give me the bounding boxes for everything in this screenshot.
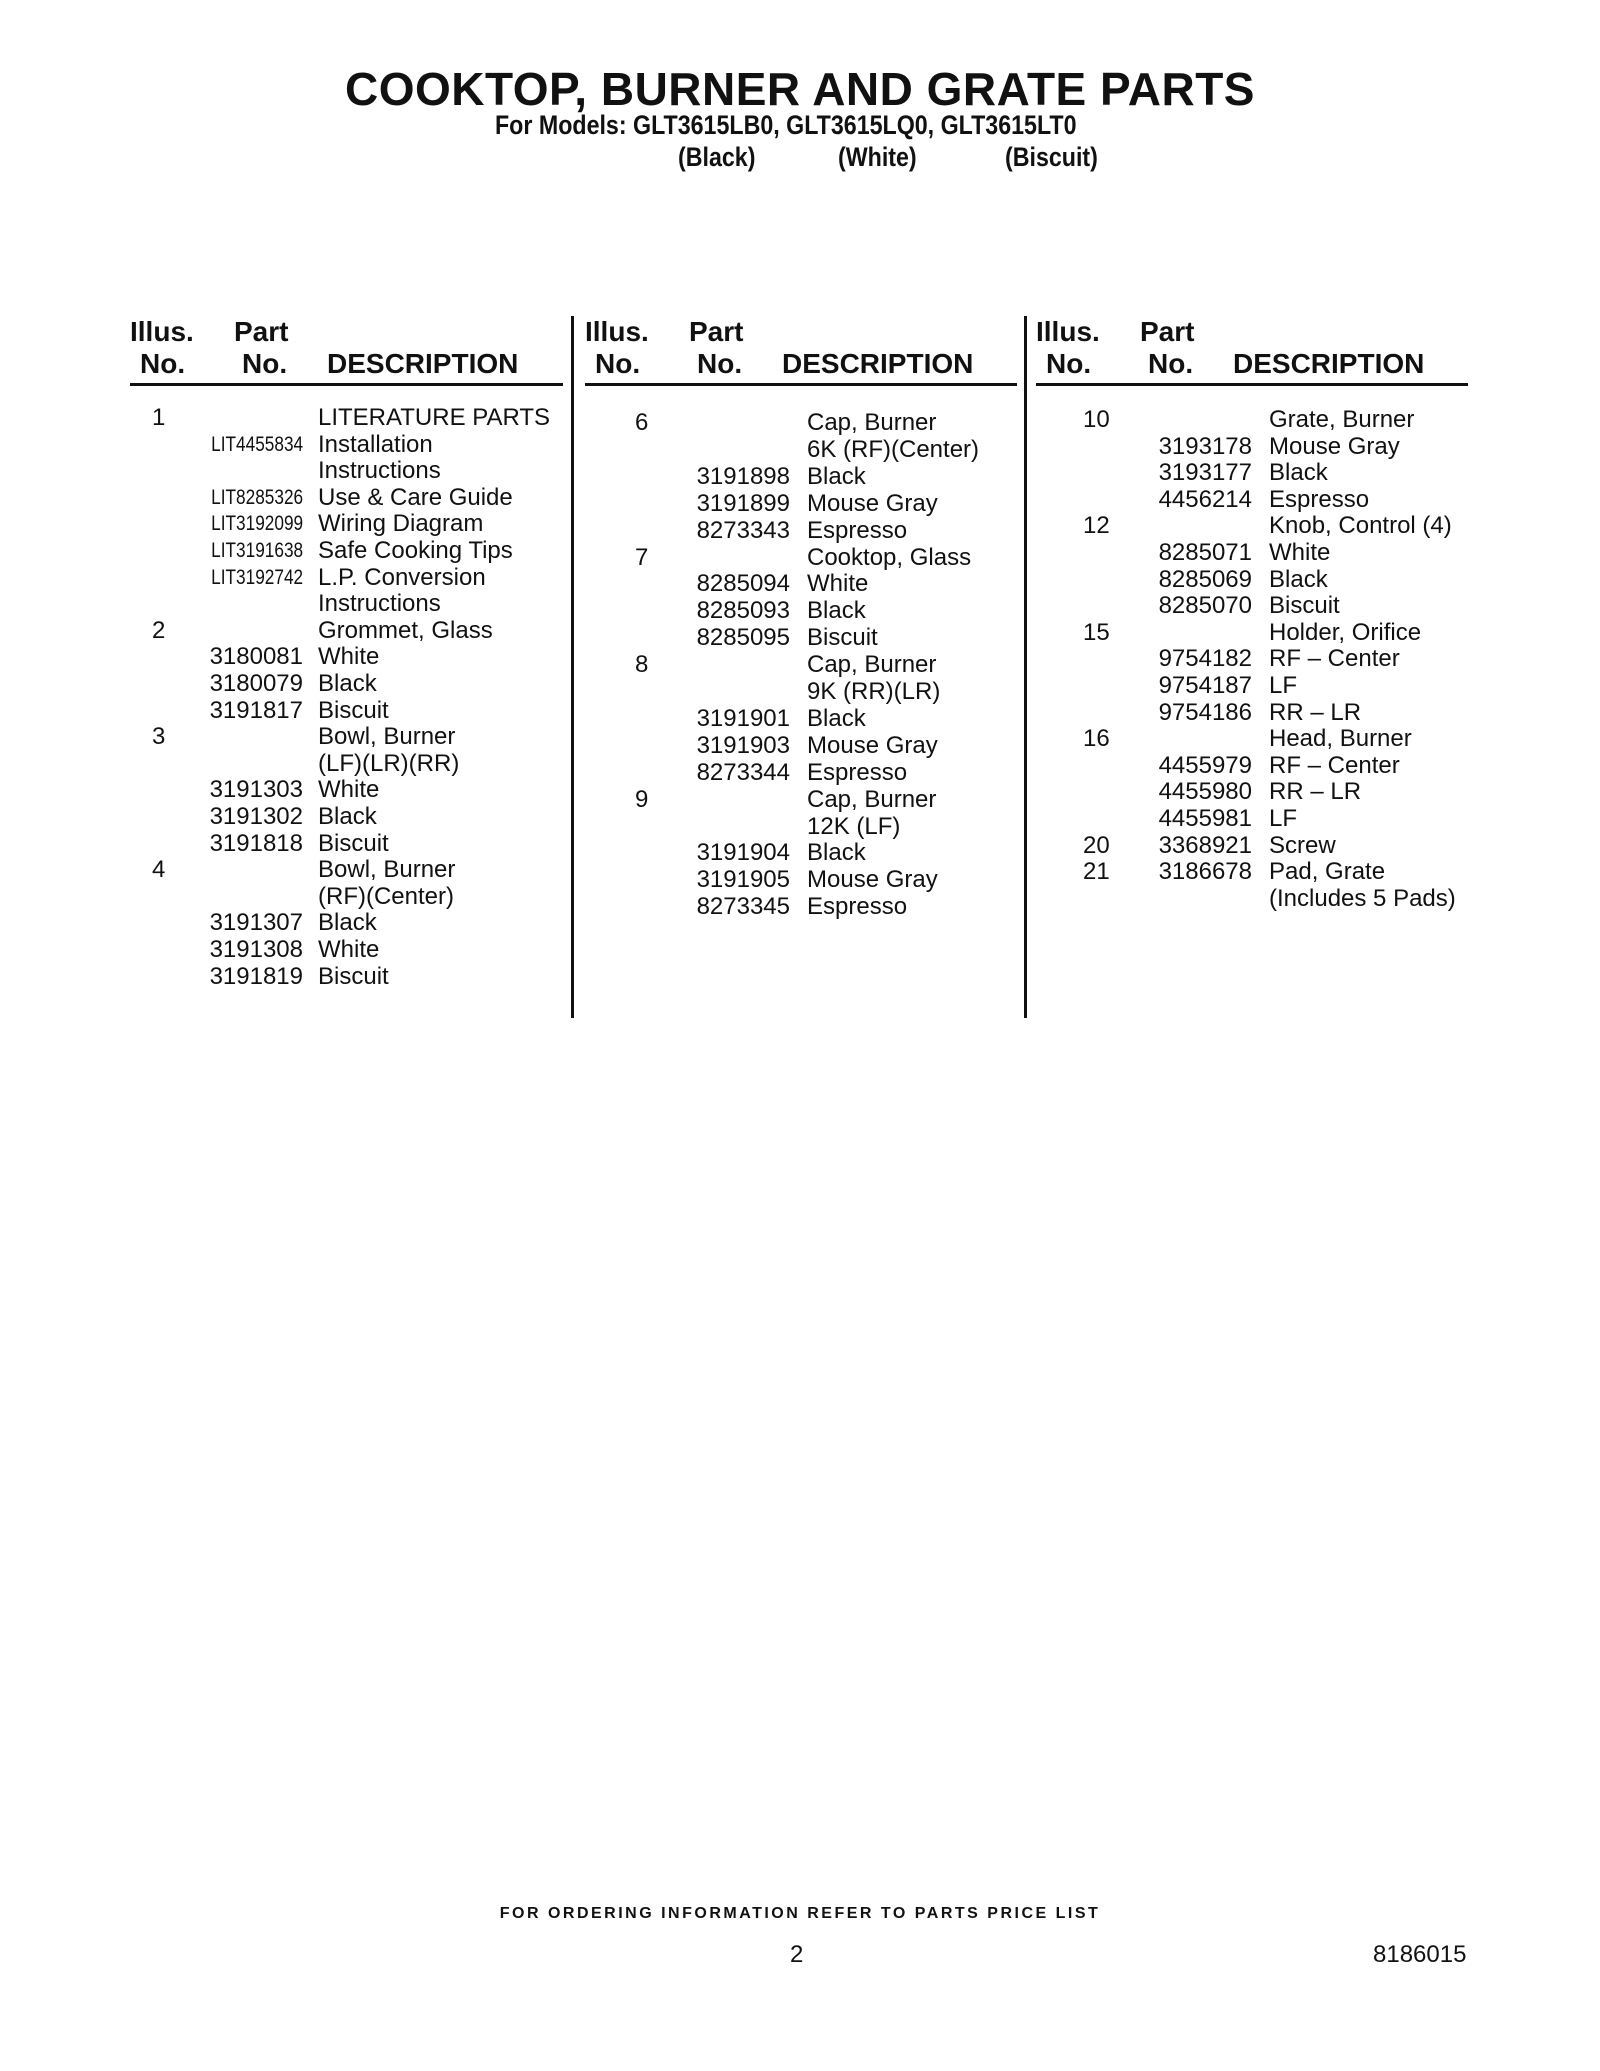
part-description: LF	[1269, 672, 1298, 699]
part-number: 3191819	[209, 962, 303, 990]
part-number: 3191903	[696, 731, 790, 759]
table-row	[585, 518, 1017, 544]
part-description: Black	[807, 704, 866, 732]
part-description: Biscuit	[807, 624, 878, 652]
part-description: Pad, Grate	[1269, 858, 1386, 886]
table-row	[585, 706, 1017, 732]
part-number: 3180081	[209, 643, 303, 671]
part-number: 3191307	[209, 909, 303, 937]
header-illus-label: Illus.	[130, 316, 194, 347]
table-row	[1036, 779, 1468, 805]
models-line: For Models: GLT3615LB0, GLT3615LQ0, GLT3615LT0	[495, 110, 1077, 140]
part-number: 3191901	[696, 704, 790, 732]
part-description: Black	[318, 909, 377, 937]
part-description: Espresso	[807, 893, 908, 921]
part-number: 3368921	[1158, 831, 1252, 859]
part-description: Cap, Burner	[807, 651, 937, 679]
part-description: Espresso	[1269, 485, 1370, 513]
page-number: 2	[790, 1941, 804, 1968]
table-row	[1036, 593, 1468, 619]
table-row	[1036, 753, 1468, 779]
part-number: 8285071	[1158, 539, 1252, 566]
part-description: (Includes 5 Pads)	[1269, 884, 1456, 912]
table-row	[130, 777, 563, 803]
table-row	[1036, 567, 1468, 593]
part-number: 9754182	[1158, 645, 1252, 673]
part-number: 8285095	[696, 624, 790, 652]
illus-number: 15	[1083, 618, 1110, 646]
table-row	[130, 724, 563, 750]
table-row	[130, 751, 563, 777]
table-row	[130, 857, 563, 883]
illus-number: 1	[152, 404, 166, 431]
table-row	[585, 464, 1017, 490]
part-description: Use & Care Guide	[318, 483, 513, 511]
table-row	[130, 910, 563, 936]
table-row	[130, 804, 563, 830]
part-description: White	[1269, 539, 1331, 566]
illus-number: 21	[1083, 858, 1110, 886]
table-row	[585, 867, 1017, 893]
illus-number: 8	[635, 651, 649, 679]
part-description: Head, Burner	[1269, 725, 1412, 753]
part-description: (RF)(Center)	[318, 882, 454, 910]
part-description: Mouse Gray	[807, 731, 938, 759]
illus-number: 2	[152, 616, 166, 644]
part-description: 6K (RF)(Center)	[807, 435, 980, 463]
part-description: RR – LR	[1269, 778, 1362, 806]
part-number: 9754186	[1158, 698, 1252, 726]
column-divider	[571, 316, 574, 1018]
part-description: White	[318, 936, 380, 963]
part-description: Grommet, Glass	[318, 616, 493, 644]
table-row	[585, 571, 1017, 597]
part-number: LIT3191638	[211, 539, 303, 562]
header-illus-label: Illus.	[585, 316, 649, 347]
header-part-no: No.	[242, 348, 288, 379]
header-part-label: Part	[1140, 316, 1195, 347]
table-row	[130, 698, 563, 724]
part-description: Bowl, Burner	[318, 856, 456, 884]
table-row	[130, 618, 563, 644]
part-number: 8285070	[1158, 592, 1252, 620]
part-description: Biscuit	[1269, 592, 1340, 620]
part-number: LIT3192099	[211, 512, 303, 536]
part-description: (LF)(LR)(RR)	[318, 749, 460, 777]
part-number: 3191817	[209, 696, 303, 724]
part-description: Knob, Control (4)	[1269, 512, 1452, 540]
table-row	[130, 511, 563, 537]
table-row	[130, 591, 563, 617]
part-description: RR – LR	[1269, 698, 1362, 726]
illus-number: 9	[635, 785, 649, 813]
table-row	[130, 644, 563, 670]
table-row	[585, 840, 1017, 866]
part-description: Black	[318, 670, 377, 697]
header-description: DESCRIPTION	[782, 348, 974, 379]
part-description: Biscuit	[318, 696, 389, 724]
part-description: Holder, Orifice	[1269, 618, 1422, 646]
part-number: LIT3192742	[211, 565, 303, 589]
part-number: LIT4455834	[211, 432, 303, 456]
part-description: Espresso	[807, 516, 908, 544]
table-row	[585, 894, 1017, 920]
table-row	[130, 538, 563, 564]
column-header	[130, 316, 563, 388]
illus-number: 4	[152, 856, 166, 884]
column-header	[585, 316, 1017, 388]
illus-number: 16	[1083, 725, 1110, 753]
model-color-black: (Black)	[678, 142, 756, 172]
column-header	[1036, 316, 1468, 388]
part-number: 8285094	[696, 570, 790, 598]
table-row	[585, 491, 1017, 517]
part-description: Mouse Gray	[807, 866, 938, 894]
illus-number: 20	[1083, 831, 1110, 859]
part-description: Mouse Gray	[807, 489, 938, 517]
illus-number: 7	[635, 543, 649, 571]
part-description: Wiring Diagram	[318, 510, 484, 538]
table-row	[1036, 487, 1468, 513]
part-description: Black	[1269, 565, 1328, 593]
header-part-label: Part	[689, 316, 744, 347]
illus-number: 6	[635, 409, 649, 436]
part-number: 4456214	[1158, 485, 1252, 513]
part-number: 3191302	[209, 803, 303, 830]
part-number: 4455980	[1158, 778, 1252, 806]
header-rule	[585, 383, 1017, 386]
table-row	[130, 432, 563, 458]
table-row	[1036, 646, 1468, 672]
part-description: Black	[807, 597, 866, 625]
part-description: Grate, Burner	[1269, 406, 1415, 433]
part-number: 3180079	[209, 670, 303, 697]
model-color-white: (White)	[838, 142, 917, 172]
table-row	[130, 831, 563, 857]
illus-number: 10	[1083, 406, 1110, 433]
table-row	[130, 937, 563, 963]
part-description: LF	[1269, 805, 1298, 832]
part-description: Installation	[318, 430, 433, 458]
table-row	[585, 410, 1017, 436]
table-row	[130, 405, 563, 431]
column-divider	[1024, 316, 1027, 1018]
part-description: Black	[1269, 459, 1328, 487]
part-description: Black	[318, 803, 377, 830]
part-number: 8285093	[696, 597, 790, 625]
part-description: Safe Cooking Tips	[318, 537, 513, 564]
table-row	[130, 485, 563, 511]
part-number: LIT8285326	[211, 485, 303, 509]
part-description: Cap, Burner	[807, 785, 937, 813]
document-number: 8186015	[1373, 1941, 1467, 1968]
part-number: 9754187	[1158, 672, 1252, 699]
header-part-label: Part	[234, 316, 289, 347]
part-number: 8285069	[1158, 565, 1252, 593]
table-row	[585, 760, 1017, 786]
part-description: L.P. Conversion	[318, 563, 486, 591]
table-row	[130, 458, 563, 484]
table-row	[1036, 700, 1468, 726]
part-description: Biscuit	[318, 962, 389, 990]
part-number: 3191899	[696, 489, 790, 517]
header-illus-no: No.	[140, 348, 186, 379]
part-description: Screw	[1269, 831, 1336, 859]
part-description: Black	[807, 839, 866, 867]
table-row	[585, 437, 1017, 463]
table-row	[585, 545, 1017, 571]
table-row	[585, 679, 1017, 705]
part-description: RF – Center	[1269, 751, 1400, 779]
table-row	[585, 814, 1017, 840]
table-row	[585, 598, 1017, 624]
table-row	[1036, 726, 1468, 752]
illus-number: 3	[152, 723, 166, 751]
header-part-no: No.	[697, 348, 743, 379]
part-description: Instructions	[318, 457, 441, 485]
table-row	[1036, 460, 1468, 486]
part-description: 12K (LF)	[807, 812, 901, 840]
table-row	[1036, 886, 1468, 912]
part-number: 4455979	[1158, 751, 1252, 779]
part-description: LITERATURE PARTS	[318, 404, 551, 431]
page-title: COOKTOP, BURNER AND GRATE PARTS	[344, 63, 1255, 115]
table-row	[585, 787, 1017, 813]
part-description: Cap, Burner	[807, 409, 937, 436]
part-description: RF – Center	[1269, 645, 1400, 673]
part-number: 3193178	[1158, 432, 1252, 460]
table-row	[1036, 859, 1468, 885]
header-part-no: No.	[1148, 348, 1194, 379]
part-description: Black	[807, 462, 866, 490]
table-row	[1036, 673, 1468, 699]
table-row	[1036, 806, 1468, 832]
part-description: Bowl, Burner	[318, 723, 456, 751]
part-number: 3191308	[209, 936, 303, 963]
part-number: 4455981	[1158, 805, 1252, 832]
table-row	[585, 652, 1017, 678]
table-row	[1036, 434, 1468, 460]
part-description: White	[807, 570, 869, 598]
part-number: 3191898	[696, 462, 790, 490]
table-row	[1036, 620, 1468, 646]
part-number: 3191303	[209, 776, 303, 804]
header-description: DESCRIPTION	[327, 348, 519, 379]
part-description: Mouse Gray	[1269, 432, 1400, 460]
part-description: White	[318, 643, 380, 671]
model-color-biscuit: (Biscuit)	[1005, 142, 1098, 172]
header-illus-no: No.	[1046, 348, 1092, 379]
table-row	[1036, 407, 1468, 433]
part-number: 8273344	[696, 758, 790, 786]
table-row	[130, 565, 563, 591]
table-row	[130, 884, 563, 910]
table-row	[585, 625, 1017, 651]
table-row	[1036, 833, 1468, 859]
part-number: 8273343	[696, 516, 790, 544]
header-illus-no: No.	[595, 348, 641, 379]
header-illus-label: Illus.	[1036, 316, 1100, 347]
header-rule	[130, 383, 563, 386]
illus-number: 12	[1083, 512, 1110, 540]
part-description: Biscuit	[318, 829, 389, 857]
table-row	[1036, 540, 1468, 566]
part-description: 9K (RR)(LR)	[807, 678, 941, 705]
table-row	[130, 964, 563, 990]
table-row	[1036, 513, 1468, 539]
part-description: White	[318, 776, 380, 804]
table-row	[585, 733, 1017, 759]
part-number: 3186678	[1158, 858, 1252, 886]
part-description: Instructions	[318, 590, 441, 618]
part-number: 8273345	[696, 893, 790, 921]
table-row	[130, 671, 563, 697]
part-number: 3191818	[209, 829, 303, 857]
part-description: Cooktop, Glass	[807, 543, 972, 571]
header-rule	[1036, 383, 1468, 386]
ordering-note: FOR ORDERING INFORMATION REFER TO PARTS PRICE LIST	[499, 1905, 1101, 1922]
header-description: DESCRIPTION	[1233, 348, 1425, 379]
part-number: 3191904	[696, 839, 790, 867]
part-number: 3191905	[696, 866, 790, 894]
part-description: Espresso	[807, 758, 908, 786]
part-number: 3193177	[1158, 459, 1252, 487]
